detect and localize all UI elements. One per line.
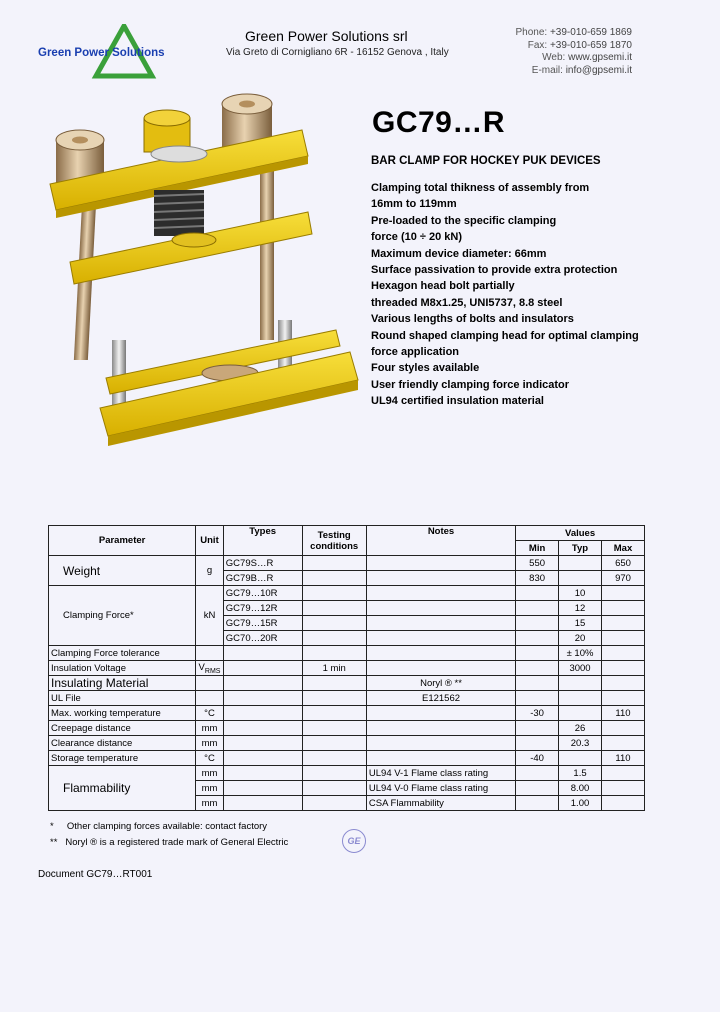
header-types: Types <box>223 526 302 556</box>
logo-text: Green Power Solutions <box>38 47 165 59</box>
param-insulation-voltage: Insulation Voltage <box>49 661 196 676</box>
max-cell: 110 <box>601 751 644 766</box>
unit-cell: °C <box>196 706 224 721</box>
unit-vrms: $V_{RMS}$ <box>196 661 224 676</box>
typ-cell <box>559 571 602 586</box>
table-row <box>49 751 645 766</box>
typ-cell: 20.3 <box>559 736 602 751</box>
typ-cell: ± 10% <box>559 646 602 661</box>
testing-cell: 1 min <box>302 661 366 676</box>
type-cell: GC79B…R <box>223 571 302 586</box>
param-max-temp: Max. working temperature <box>49 706 196 721</box>
table-row <box>49 586 645 601</box>
footnote-1: * Other clamping forces available: contact factory <box>50 821 268 832</box>
feature-line: threaded M8x1.25, UNI5737, 8.8 steel <box>371 296 563 309</box>
header-unit: Unit <box>196 526 224 556</box>
type-cell: GC79…15R <box>223 616 302 631</box>
unit-cell: mm <box>196 766 224 781</box>
param-creepage: Creepage distance <box>49 721 196 736</box>
typ-cell: 1.5 <box>559 766 602 781</box>
unit-cell: mm <box>196 721 224 736</box>
typ-cell: 10 <box>559 586 602 601</box>
notes-cell: Noryl ® ** <box>366 676 515 691</box>
feature-list <box>371 180 639 410</box>
param-tolerance: Clamping Force tolerance <box>49 646 196 661</box>
unit-cell: mm <box>196 796 224 811</box>
param-clamping-force: Clamping Force* <box>49 586 196 646</box>
table-row <box>49 766 645 781</box>
notes-cell: UL94 V-1 Flame class rating <box>366 766 515 781</box>
typ-cell: 8.00 <box>559 781 602 796</box>
feature-line: Four styles available <box>371 362 480 375</box>
header-max: Max <box>601 541 644 556</box>
company-address: Via Greto di Cornigliano 6R - 16152 Genova , Italy <box>226 47 449 58</box>
header-typ: Typ <box>559 541 602 556</box>
type-cell: GC79S…R <box>223 556 302 571</box>
header-testing: Testing conditions <box>302 526 366 556</box>
min-cell: 550 <box>516 556 559 571</box>
param-ul-file: UL File <box>49 691 196 706</box>
unit-clamping-force: kN <box>196 586 224 646</box>
table-row <box>49 691 645 706</box>
unit-cell: mm <box>196 781 224 796</box>
table-row <box>49 661 645 676</box>
contact-block <box>515 27 632 77</box>
typ-cell: 12 <box>559 601 602 616</box>
table-row <box>49 736 645 751</box>
type-cell: GC70…20R <box>223 631 302 646</box>
contact-email[interactable]: E-mail: info@gpsemi.it <box>531 64 632 76</box>
unit-cell: °C <box>196 751 224 766</box>
type-cell: GC79…10R <box>223 586 302 601</box>
table-row <box>49 676 645 691</box>
feature-line: Pre-loaded to the specific clamping <box>371 214 557 227</box>
contact-web[interactable]: Web: www.gpsemi.it <box>542 52 632 63</box>
spec-table <box>48 525 645 811</box>
type-cell: GC79…12R <box>223 601 302 616</box>
min-cell: 830 <box>516 571 559 586</box>
header-min: Min <box>516 541 559 556</box>
contact-fax: Fax: +39-010-659 1870 <box>527 39 632 51</box>
max-cell: 650 <box>601 556 644 571</box>
header-parameter: Parameter <box>49 526 196 556</box>
feature-line: Surface passivation to provide extra protection <box>371 264 618 277</box>
feature-line: UL94 certified insulation material <box>371 395 544 408</box>
min-cell: -40 <box>516 751 559 766</box>
param-insulating-material: Insulating Material <box>49 676 196 691</box>
feature-line: Hexagon head bolt partially <box>371 280 515 293</box>
feature-line: Round shaped clamping head for optimal clamping <box>371 329 639 342</box>
typ-cell: 20 <box>559 631 602 646</box>
unit-weight: g <box>196 556 224 586</box>
table-row <box>49 721 645 736</box>
table-row <box>49 706 645 721</box>
notes-cell: CSA Flammability <box>366 796 515 811</box>
typ-cell: 1.00 <box>559 796 602 811</box>
param-storage-temp: Storage temperature <box>49 751 196 766</box>
max-cell: 970 <box>601 571 644 586</box>
document-reference: Document GC79…RT001 <box>38 869 153 880</box>
max-cell: 110 <box>601 706 644 721</box>
typ-cell <box>559 556 602 571</box>
feature-line: Various lengths of bolts and insulators <box>371 313 574 326</box>
feature-line: force application <box>371 346 460 359</box>
table-header-row <box>49 526 645 541</box>
feature-line: Clamping total thikness of assembly from <box>371 182 590 194</box>
header-notes: Notes <box>366 526 515 556</box>
table-row <box>49 556 645 571</box>
typ-cell: 26 <box>559 721 602 736</box>
footnote-2: ** Noryl ® is a registered trade mark of General Electric <box>50 837 289 848</box>
param-clearance: Clearance distance <box>49 736 196 751</box>
ge-logo: GE <box>342 829 366 853</box>
product-title: GC79…R <box>372 106 506 139</box>
typ-cell: 15 <box>559 616 602 631</box>
param-flammability: Flammability <box>49 766 196 811</box>
param-weight: Weight <box>49 556 196 586</box>
notes-cell: E121562 <box>366 691 515 706</box>
unit-cell: mm <box>196 736 224 751</box>
feature-line: 16mm to 119mm <box>371 198 457 211</box>
company-name: Green Power Solutions srl <box>245 28 408 44</box>
feature-line: User friendly clamping force indicator <box>371 378 570 391</box>
bar-clamp-illustration <box>40 90 370 450</box>
product-subtitle: BAR CLAMP FOR HOCKEY PUK DEVICES <box>371 155 601 167</box>
header-values: Values <box>516 526 645 541</box>
table-row <box>49 646 645 661</box>
feature-line: force (10 ÷ 20 kN) <box>371 231 463 244</box>
typ-cell: 3000 <box>559 661 602 676</box>
notes-cell: UL94 V-0 Flame class rating <box>366 781 515 796</box>
min-cell: -30 <box>516 706 559 721</box>
contact-phone: Phone: +39-010-659 1869 <box>515 27 632 38</box>
feature-line: Maximum device diameter: 66mm <box>371 247 547 260</box>
